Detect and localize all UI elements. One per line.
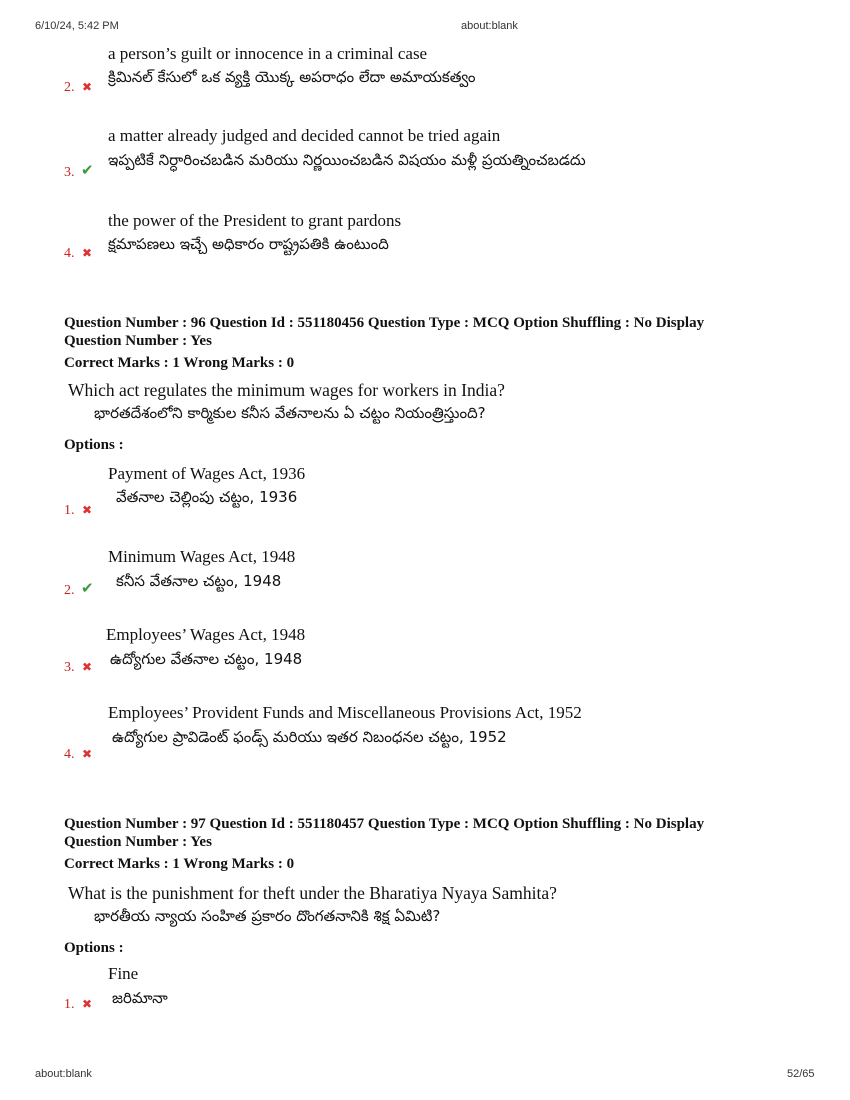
question-meta-line-2: Question Number : Yes <box>64 834 212 850</box>
wrong-cross-icon: ✖ <box>82 660 93 674</box>
option-text-en: a matter already judged and decided cannot be tried again <box>108 126 501 145</box>
option-text-te: ఇప్పటికే నిర్ధారించబడిన మరియు నిర్ణయించబడిన విషయం మళ్లీ ప్రయత్నించబడదు <box>108 151 586 169</box>
option-text-te: ఉద్యోగుల ప్రావిడెంట్ ఫండ్స్ మరియు ఇతర నిబంధనల చట్టం, 1952 <box>112 728 507 746</box>
option-text-te: కనీస వేతనాల చట్టం, 1948 <box>116 572 282 590</box>
wrong-cross-icon: ✖ <box>82 80 93 94</box>
option-number: 1. <box>64 997 75 1012</box>
option-text-te: క్షమాపణలు ఇచ్చే అధికారం రాష్ట్రపతికి ఉంటుంది <box>108 235 389 253</box>
question-text-te: భారతదేశంలోని కార్మికుల కనీస వేతనాలను ఏ చట్టం నియంత్రిస్తుంది? <box>94 404 486 422</box>
print-footer-url: about:blank <box>35 1068 92 1080</box>
correct-check-icon: ✔ <box>81 161 94 179</box>
question-meta-line: Question Number : 96 Question Id : 551180456 Question Type : MCQ Option Shuffling : No Display <box>64 315 705 331</box>
option-text-en: Fine <box>108 964 139 983</box>
correct-check-icon: ✔ <box>81 579 94 597</box>
option-text-te: ఉద్యోగుల వేతనాల చట్టం, 1948 <box>110 650 303 668</box>
option-text-te: క్రిమినల్ కేసులో ఒక వ్యక్తి యొక్క అపరాధం లేదా అమాయకత్వం <box>108 68 476 86</box>
option-text-te: వేతనాల చెల్లింపు చట్టం, 1936 <box>116 488 298 506</box>
option-number: 2. <box>64 583 75 598</box>
print-datetime: 6/10/24, 5:42 PM <box>35 20 119 32</box>
print-page-title: about:blank <box>461 20 518 32</box>
option-text-te: జరిమానా <box>112 989 168 1007</box>
option-number: 4. <box>64 246 75 261</box>
print-page-number: 52/65 <box>787 1068 815 1080</box>
option-text-en: Payment of Wages Act, 1936 <box>108 464 306 483</box>
options-label: Options : <box>64 940 124 956</box>
option-text-en: Employees’ Provident Funds and Miscellaneous Provisions Act, 1952 <box>108 703 582 722</box>
wrong-cross-icon: ✖ <box>82 503 93 517</box>
wrong-cross-icon: ✖ <box>82 747 93 761</box>
question-marks: Correct Marks : 1 Wrong Marks : 0 <box>64 355 295 371</box>
question-marks: Correct Marks : 1 Wrong Marks : 0 <box>64 856 295 872</box>
option-text-en: a person’s guilt or innocence in a criminal case <box>108 44 428 63</box>
options-label: Options : <box>64 437 124 453</box>
option-number: 3. <box>64 165 75 180</box>
question-text-en: What is the punishment for theft under the Bharatiya Nyaya Samhita? <box>68 883 557 903</box>
question-text-en: Which act regulates the minimum wages for workers in India? <box>68 380 505 400</box>
question-text-te: భారతీయ న్యాయ సంహిత ప్రకారం దొంగతనానికి శిక్ష ఏమిటి? <box>94 907 441 925</box>
option-text-en: Minimum Wages Act, 1948 <box>108 547 296 566</box>
wrong-cross-icon: ✖ <box>82 246 93 260</box>
wrong-cross-icon: ✖ <box>82 997 93 1011</box>
option-number: 1. <box>64 503 75 518</box>
option-text-en: the power of the President to grant pardons <box>108 211 402 230</box>
option-text-en: Employees’ Wages Act, 1948 <box>106 625 306 644</box>
question-meta-line-2: Question Number : Yes <box>64 333 212 349</box>
question-meta-line: Question Number : 97 Question Id : 551180457 Question Type : MCQ Option Shuffling : No Display <box>64 816 705 832</box>
option-number: 2. <box>64 80 75 95</box>
option-number: 4. <box>64 747 75 762</box>
option-number: 3. <box>64 660 75 675</box>
